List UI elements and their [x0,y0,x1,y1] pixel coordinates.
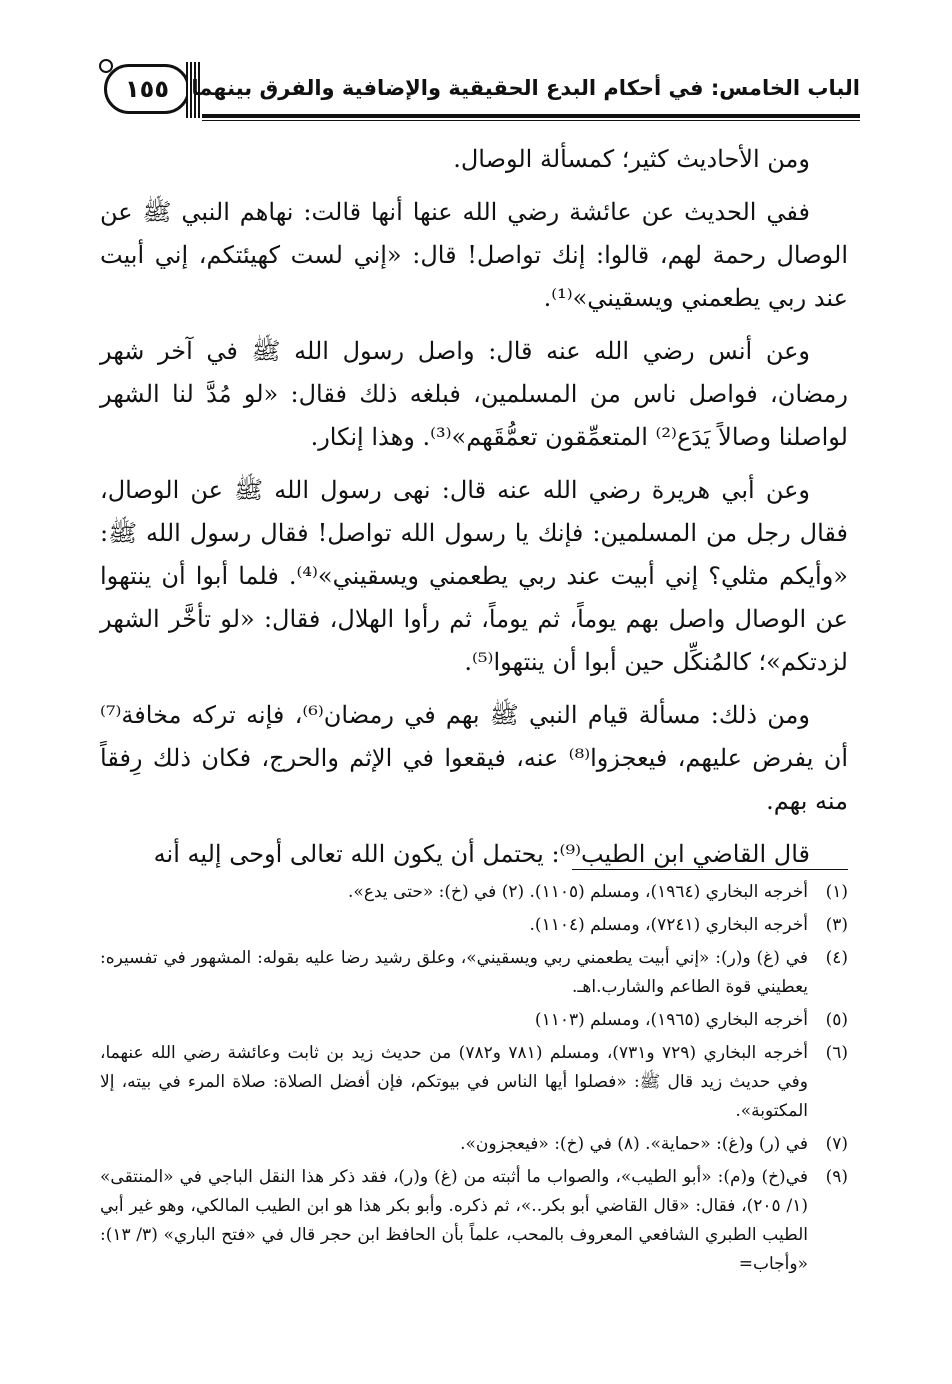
footnote-separator [572,869,848,870]
footnote [100,911,848,940]
footnote-number: (٧) [825,1134,848,1154]
running-header [100,58,860,120]
footnote [100,1006,848,1035]
footnote [100,1130,848,1159]
paragraph: وعن أبي هريرة رضي الله عنه قال: نهى رسول الله ﷺ عن الوصال، فقال رجل من المسلمين: فإنك يا رسول الله تواصل! فقال رسول الله ﷺ: «وأيكم مثلي؟ إني أبيت عند ربي يطعمني ويسقيني»⁽⁴⁾. فلما أبوا أن ينتهوا عن الوصال واصل بهم يوماً، ثم يوماً، ثم رأوا الهلال، فقال: «لو تأخَّر الشهر لزدتكم»؛ كالمُنكِّل حين أبوا أن ينتهوا⁽⁵⁾. [100,476,848,676]
footnote-number: (٤) [825,948,848,968]
page-number-badge [104,64,190,114]
paragraph: وعن أنس رضي الله عنه قال: واصل رسول الله ﷺ في آخر شهر رمضان، فواصل ناس من المسلمين، فبلغه ذلك فقال: «لو مُدَّ لنا الشهر لواصلنا وصالاً يَدَع⁽²⁾ المتعمِّقون تعمُّقَهم»⁽³⁾. وهذا إنكار. [100,337,848,451]
footnote-text: أخرجه البخاري (١٩٦٤)، ومسلم (١١٠٥). (٢) في (خ): «حتى يدع». [348,882,808,902]
footnote-number: (٦) [825,1043,848,1063]
footnote-text: أخرجه البخاري (١٩٦٥)، ومسلم (١١٠٣) [534,1010,808,1030]
footnote-text: في(خ) و(م): «أبو الطيب»، والصواب ما أثبته من (غ) و(ر)، فقد ذكر هذا النقل الباجي في «المنتقى» (١/ ٢٠٥)، فقال: «قال القاضي أبو بكر..»، ثم ذكره. وأبو بكر هذا هو ابن الطيب المالكي، وهو غير أبي الطيب الطبري الشافعي المعروف بالمحب، علماً بأن الحافظ ابن حجر قال في «فتح الباري» (٣/ ١٣): «وأجاب= [100,1167,808,1274]
page-number: ١٥٥ [125,75,169,103]
footnote [100,944,848,1002]
footnote-number: (٩) [825,1167,848,1187]
footnote [100,878,848,907]
footnote [100,1039,848,1126]
footnote-number: (٥) [825,1010,848,1030]
footnotes [100,878,848,1283]
paragraph: قال القاضي ابن الطيب⁽⁹⁾: يحتمل أن يكون الله تعالى أوحى إليه أنه [153,840,810,868]
footnote-text: أخرجه البخاري (٧٢٩ و٧٣١)، ومسلم (٧٨١ و٧٨٢) من حديث زيد بن ثابت وعائشة رضي الله عنهما، وفي حديث زيد قال ﷺ: «فصلوا أيها الناس في بيوتكم، فإن أفضل الصلاة: صلاة المرء في بيته، إلا المكتوبة». [100,1043,808,1121]
header-rule [202,114,860,118]
paragraph: ومن الأحاديث كثير؛ كمسألة الوصال. [453,145,810,173]
footnote [100,1163,848,1279]
footnote-text: في (ر) و(غ): «حماية». (٨) في (خ): «فيعجزون». [460,1134,808,1154]
footnote-number: (٣) [825,915,848,935]
footnote-number: (١) [825,882,848,902]
footnote-text: أخرجه البخاري (٧٢٤١)، ومسلم (١١٠٤). [529,915,808,935]
header-rule-thin [202,120,860,121]
paragraph: ففي الحديث عن عائشة رضي الله عنها أنها قالت: نهاهم النبي ﷺ عن الوصال رحمة لهم، قالوا: إنك تواصل! قال: «إني لست كهيئتكم، إني أبيت عند ربي يطعمني ويسقيني»⁽¹⁾. [100,198,848,312]
paragraph: ومن ذلك: مسألة قيام النبي ﷺ بهم في رمضان⁽⁶⁾، فإنه تركه مخافة⁽⁷⁾ أن يفرض عليهم، فيعجزوا⁽⁸⁾ عنه، فيقعوا في الإثم والحرج، فكان ذلك رِفقاً منه بهم. [100,701,848,815]
main-text [100,138,848,886]
chapter-title: الباب الخامس: في أحكام البدع الحقيقية والإضافية والفرق بينهما [191,76,860,100]
footnote-text: في (غ) و(ر): «إني أبيت يطعمني ربي ويسقيني»، وعلق رشيد رضا عليه بقوله: المشهور في تفسيره: يعطيني قوة الطاعم والشارب.اهـ. [100,948,808,997]
